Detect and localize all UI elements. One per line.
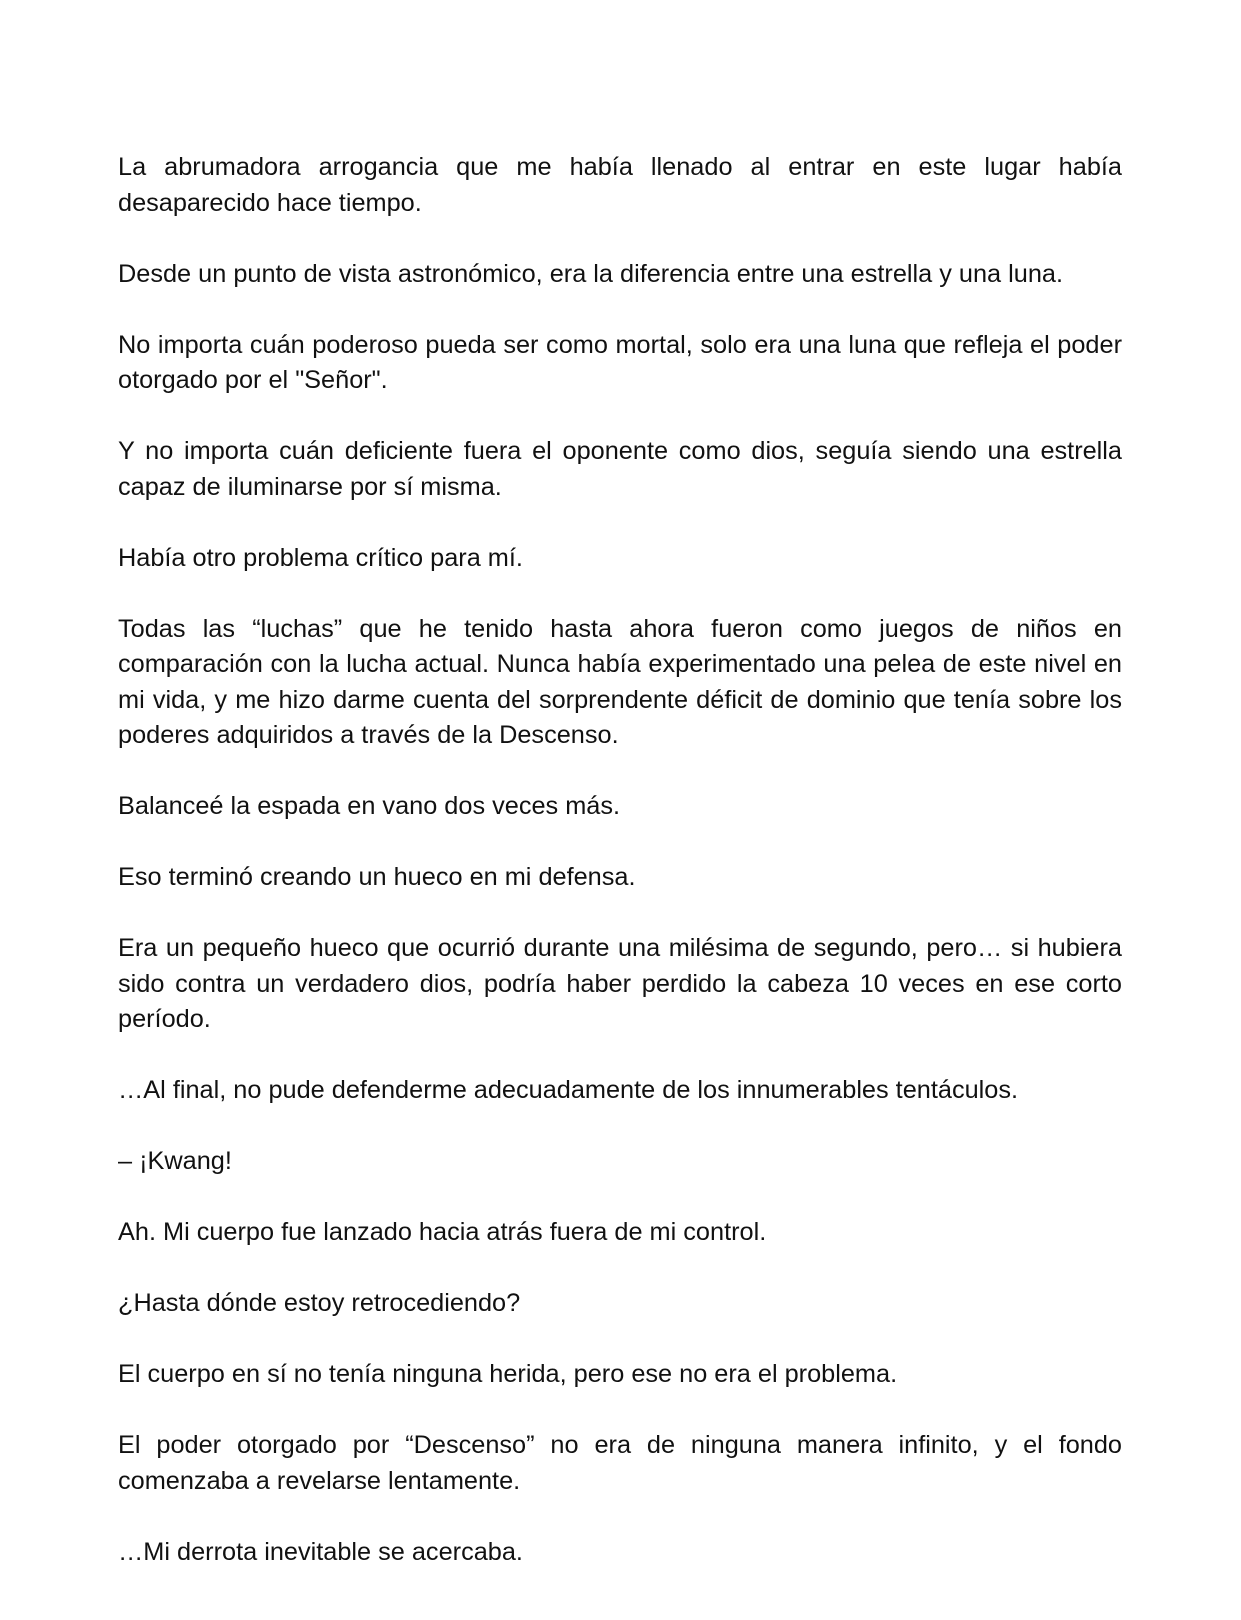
paragraph: Eso terminó creando un hueco en mi defensa.: [118, 863, 636, 891]
paragraph: …Mi derrota inevitable se acercaba.: [118, 1537, 523, 1566]
paragraph: La abrumadora arrogancia que me había llenado al entrar en este lugar había desaparecido hace tiempo.: [118, 153, 1122, 217]
paragraph: Había otro problema crítico para mí.: [118, 543, 523, 572]
paragraph: El cuerpo en sí no tenía ninguna herida, pero ese no era el problema.: [118, 1360, 898, 1388]
paragraph: Todas las “luchas” que he tenido hasta ahora fueron como juegos de niños en comparación con la lucha actual. Nunca había experimentado una pelea de este nivel en mi vida, y me hizo darme cuenta del sorprendente déficit de dominio que tenía sobre los poderes adquiridos a través de la Descenso.: [118, 614, 1122, 749]
paragraph: Era un pequeño hueco que ocurrió durante una milésima de segundo, pero… si hubiera sido contra un verdadero dios, podría haber perdido la cabeza 10 veces en ese corto período.: [118, 934, 1122, 1033]
paragraph: …Al final, no pude defenderme adecuadamente de los innumerables tentáculos.: [118, 1076, 1019, 1104]
paragraph: Ah. Mi cuerpo fue lanzado hacia atrás fuera de mi control.: [118, 1218, 767, 1246]
paragraph: – ¡Kwang!: [118, 1147, 232, 1175]
paragraph: Balanceé la espada en vano dos veces más.: [118, 792, 621, 820]
paragraph: Y no importa cuán deficiente fuera el oponente como dios, seguía siendo una estrella capaz de iluminarse por sí misma.: [118, 437, 1122, 501]
document-page: [118, 150, 1122, 1570]
paragraph: No importa cuán poderoso pueda ser como mortal, solo era una luna que refleja el poder otorgado por el "Señor".: [118, 330, 1122, 394]
paragraph: El poder otorgado por “Descenso” no era de ninguna manera infinito, y el fondo comenzaba a revelarse lentamente.: [118, 1431, 1122, 1495]
paragraph: Desde un punto de vista astronómico, era la diferencia entre una estrella y una luna.: [118, 259, 1063, 288]
paragraph: ¿Hasta dónde estoy retrocediendo?: [118, 1289, 521, 1317]
